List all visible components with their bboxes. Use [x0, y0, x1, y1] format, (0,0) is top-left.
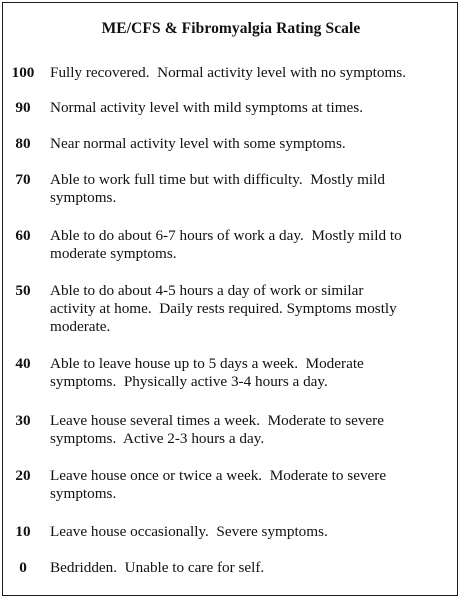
description-line: symptoms. — [50, 189, 117, 206]
rating-description — [50, 467, 450, 503]
rating-description — [50, 523, 450, 541]
description-line: Fully recovered. Normal activity level with no symptoms. — [50, 64, 406, 81]
description-line: symptoms. Active 2-3 hours a day. — [50, 430, 265, 447]
description-line: Able to leave house up to 5 days a week. Moderate — [50, 355, 364, 372]
description-line: Near normal activity level with some symptoms. — [50, 135, 346, 152]
rating-score: 50 — [15, 282, 31, 299]
rating-description — [50, 282, 450, 336]
description-line: activity at home. Daily rests required. Symptoms mostly — [50, 300, 397, 317]
description-line: Leave house several times a week. Moderate to severe — [50, 412, 384, 429]
rating-description — [50, 99, 450, 117]
rating-score: 0 — [19, 559, 27, 576]
rating-description — [50, 412, 450, 448]
description-line: Leave house once or twice a week. Moderate to severe — [50, 467, 387, 484]
rating-score: 10 — [15, 523, 31, 540]
description-line: Able to work full time but with difficulty. Mostly mild — [50, 171, 385, 188]
description-line: symptoms. — [50, 485, 117, 502]
rating-score: 30 — [15, 412, 31, 429]
page-title: ME/CFS & Fibromyalgia Rating Scale — [101, 20, 361, 37]
rating-score: 80 — [15, 135, 31, 152]
rating-score: 60 — [15, 227, 31, 244]
description-line: Normal activity level with mild symptoms at times. — [50, 99, 363, 116]
description-line: moderate symptoms. — [50, 245, 177, 262]
description-line: Able to do about 6-7 hours of work a day. Mostly mild to — [50, 227, 402, 244]
rating-score: 70 — [15, 171, 31, 188]
description-line: symptoms. Physically active 3-4 hours a day. — [50, 373, 328, 390]
description-line: moderate. — [50, 318, 111, 335]
rating-score: 100 — [11, 64, 35, 81]
rating-description — [50, 171, 450, 207]
rating-score: 20 — [15, 467, 31, 484]
rating-description — [50, 135, 450, 153]
description-line: Able to do about 4-5 hours a day of work or similar — [50, 282, 364, 299]
rating-score: 90 — [15, 99, 31, 116]
rating-score: 40 — [15, 355, 31, 372]
rating-description — [50, 355, 450, 391]
description-line: Leave house occasionally. Severe symptoms. — [50, 523, 328, 540]
rating-description — [50, 559, 450, 577]
rating-description — [50, 227, 450, 263]
rating-description — [50, 64, 450, 82]
description-line: Bedridden. Unable to care for self. — [50, 559, 265, 576]
